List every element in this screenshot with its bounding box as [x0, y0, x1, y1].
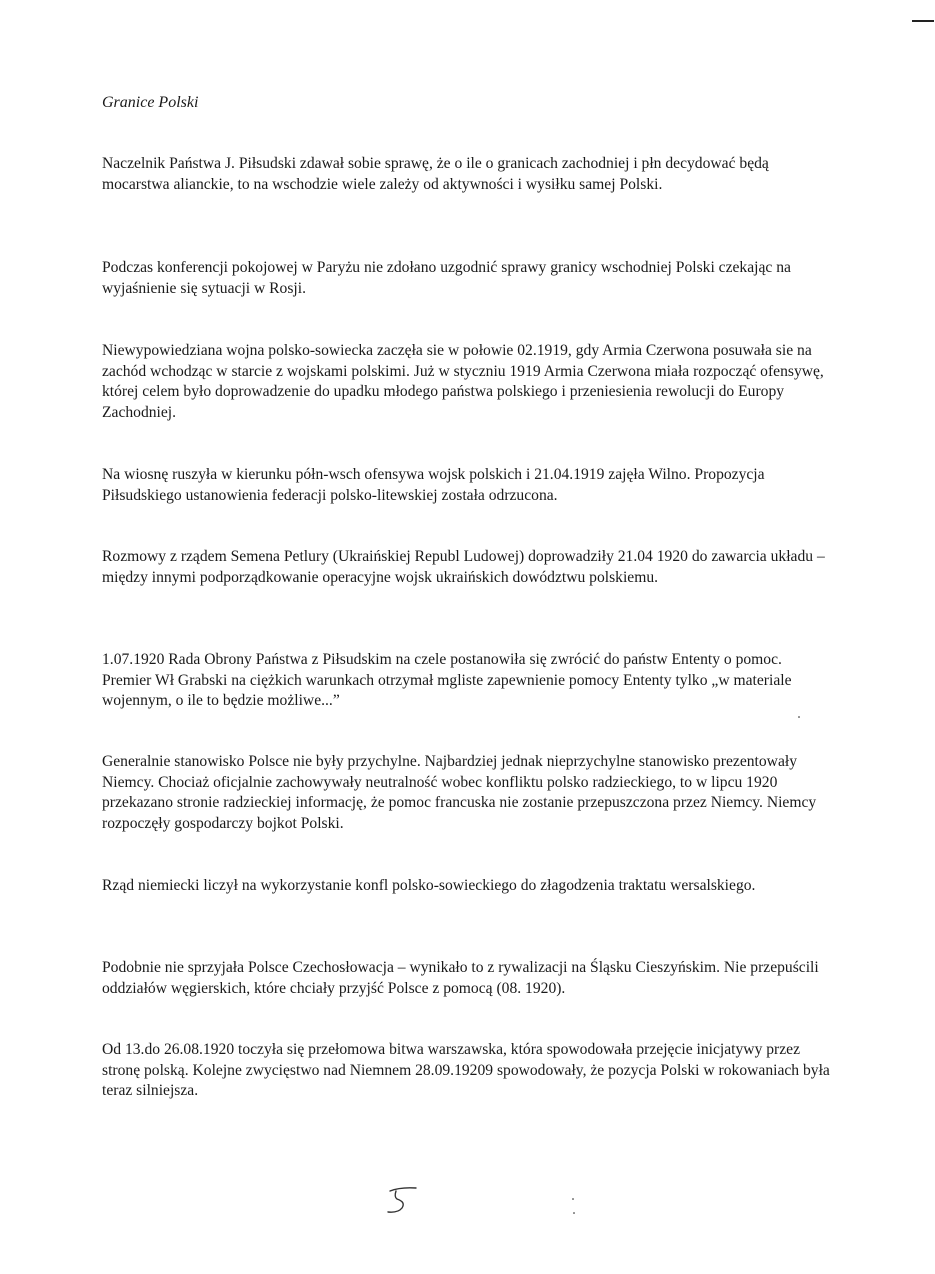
scan-speck [798, 716, 800, 718]
paragraph-7: Generalnie stanowisko Polsce nie były przychylne. Najbardziej jednak nieprzychylne stanowisko prezentowały Niemcy. Chociaż oficjalnie zachowywały neutralność wobec konfliktu polsko radzieckiego, to w lipcu 1920 przekazano stronie radzieckiej informację, że pomoc francuska nie zostanie przepuszczona przez Niemcy. Niemcy rozpoczęły gospodarczy bojkot Polski. [102, 753, 817, 832]
scan-speck [573, 1212, 575, 1214]
scan-speck [572, 1198, 574, 1200]
corner-scan-mark [912, 20, 934, 22]
paragraph-5: Rozmowy z rządem Semena Petlury (Ukraińskiej Republ Ludowej) doprowadziły 21.04 1920 do zawarcia układu – między innymi podporządkowanie operacyjne wojsk ukraińskich dowództwu polskiemu. [102, 548, 825, 586]
handwritten-page-number [380, 1182, 420, 1218]
paragraph-8: Rząd niemiecki liczył na wykorzystanie konfl polsko-sowieckiego do złagodzenia traktatu wersalskiego. [102, 877, 756, 894]
document-title: Granice Polski [102, 94, 199, 111]
paragraph-9: Podobnie nie sprzyjała Polsce Czechosłowacja – wynikało to z rywalizacji na Śląsku Cieszyńskim. Nie przepuścili oddziałów węgierskich, które chciały przyjść Polsce z pomocą (08. 1920). [102, 959, 819, 997]
paragraph-4: Na wiosnę ruszyła w kierunku półn-wsch ofensywa wojsk polskich i 21.04.1919 zajęła Wilno. Propozycja Piłsudskiego ustanowienia federacji polsko-litewskiej została odrzucona. [102, 466, 765, 504]
paragraph-10: Od 13.do 26.08.1920 toczyła się przełomowa bitwa warszawska, która spowodowała przejęcie inicjatywy przez stronę polską. Kolejne zwycięstwo nad Niemnem 28.09.19209 spowodowały, że pozycja Polski w rokowaniach była teraz silniejsza. [102, 1041, 830, 1099]
paragraph-1: Naczelnik Państwa J. Piłsudski zdawał sobie sprawę, że o ile o granicach zachodniej i płn decydować będą mocarstwa alianckie, to na wschodzie wiele zależy od aktywności i wysiłku samej Polski. [102, 155, 769, 193]
paragraph-6: 1.07.1920 Rada Obrony Państwa z Piłsudskim na czele postanowiła się zwrócić do państw Ententy o pomoc. Premier Wł Grabski na ciężkich warunkach otrzymał mgliste zapewnienie pomocy Ententy tylko „w materiale wojennym, o ile to będzie możliwe...” [102, 651, 792, 709]
paragraph-3: Niewypowiedziana wojna polsko-sowiecka zaczęła sie w połowie 02.1919, gdy Armia Czerwona posuwała sie na zachód wchodząc w starcie z wojskami polskimi. Już w styczniu 1919 Armia Czerwona miała rozpocząć ofensywę, której celem było doprowadzenie do upadku młodego państwa polskiego i przeniesienia rewolucji do Europy Zachodniej. [102, 342, 824, 421]
paragraph-2: Podczas konferencji pokojowej w Paryżu nie zdołano uzgodnić sprawy granicy wschodniej Polski czekając na wyjaśnienie się sytuacji w Rosji. [102, 259, 791, 297]
